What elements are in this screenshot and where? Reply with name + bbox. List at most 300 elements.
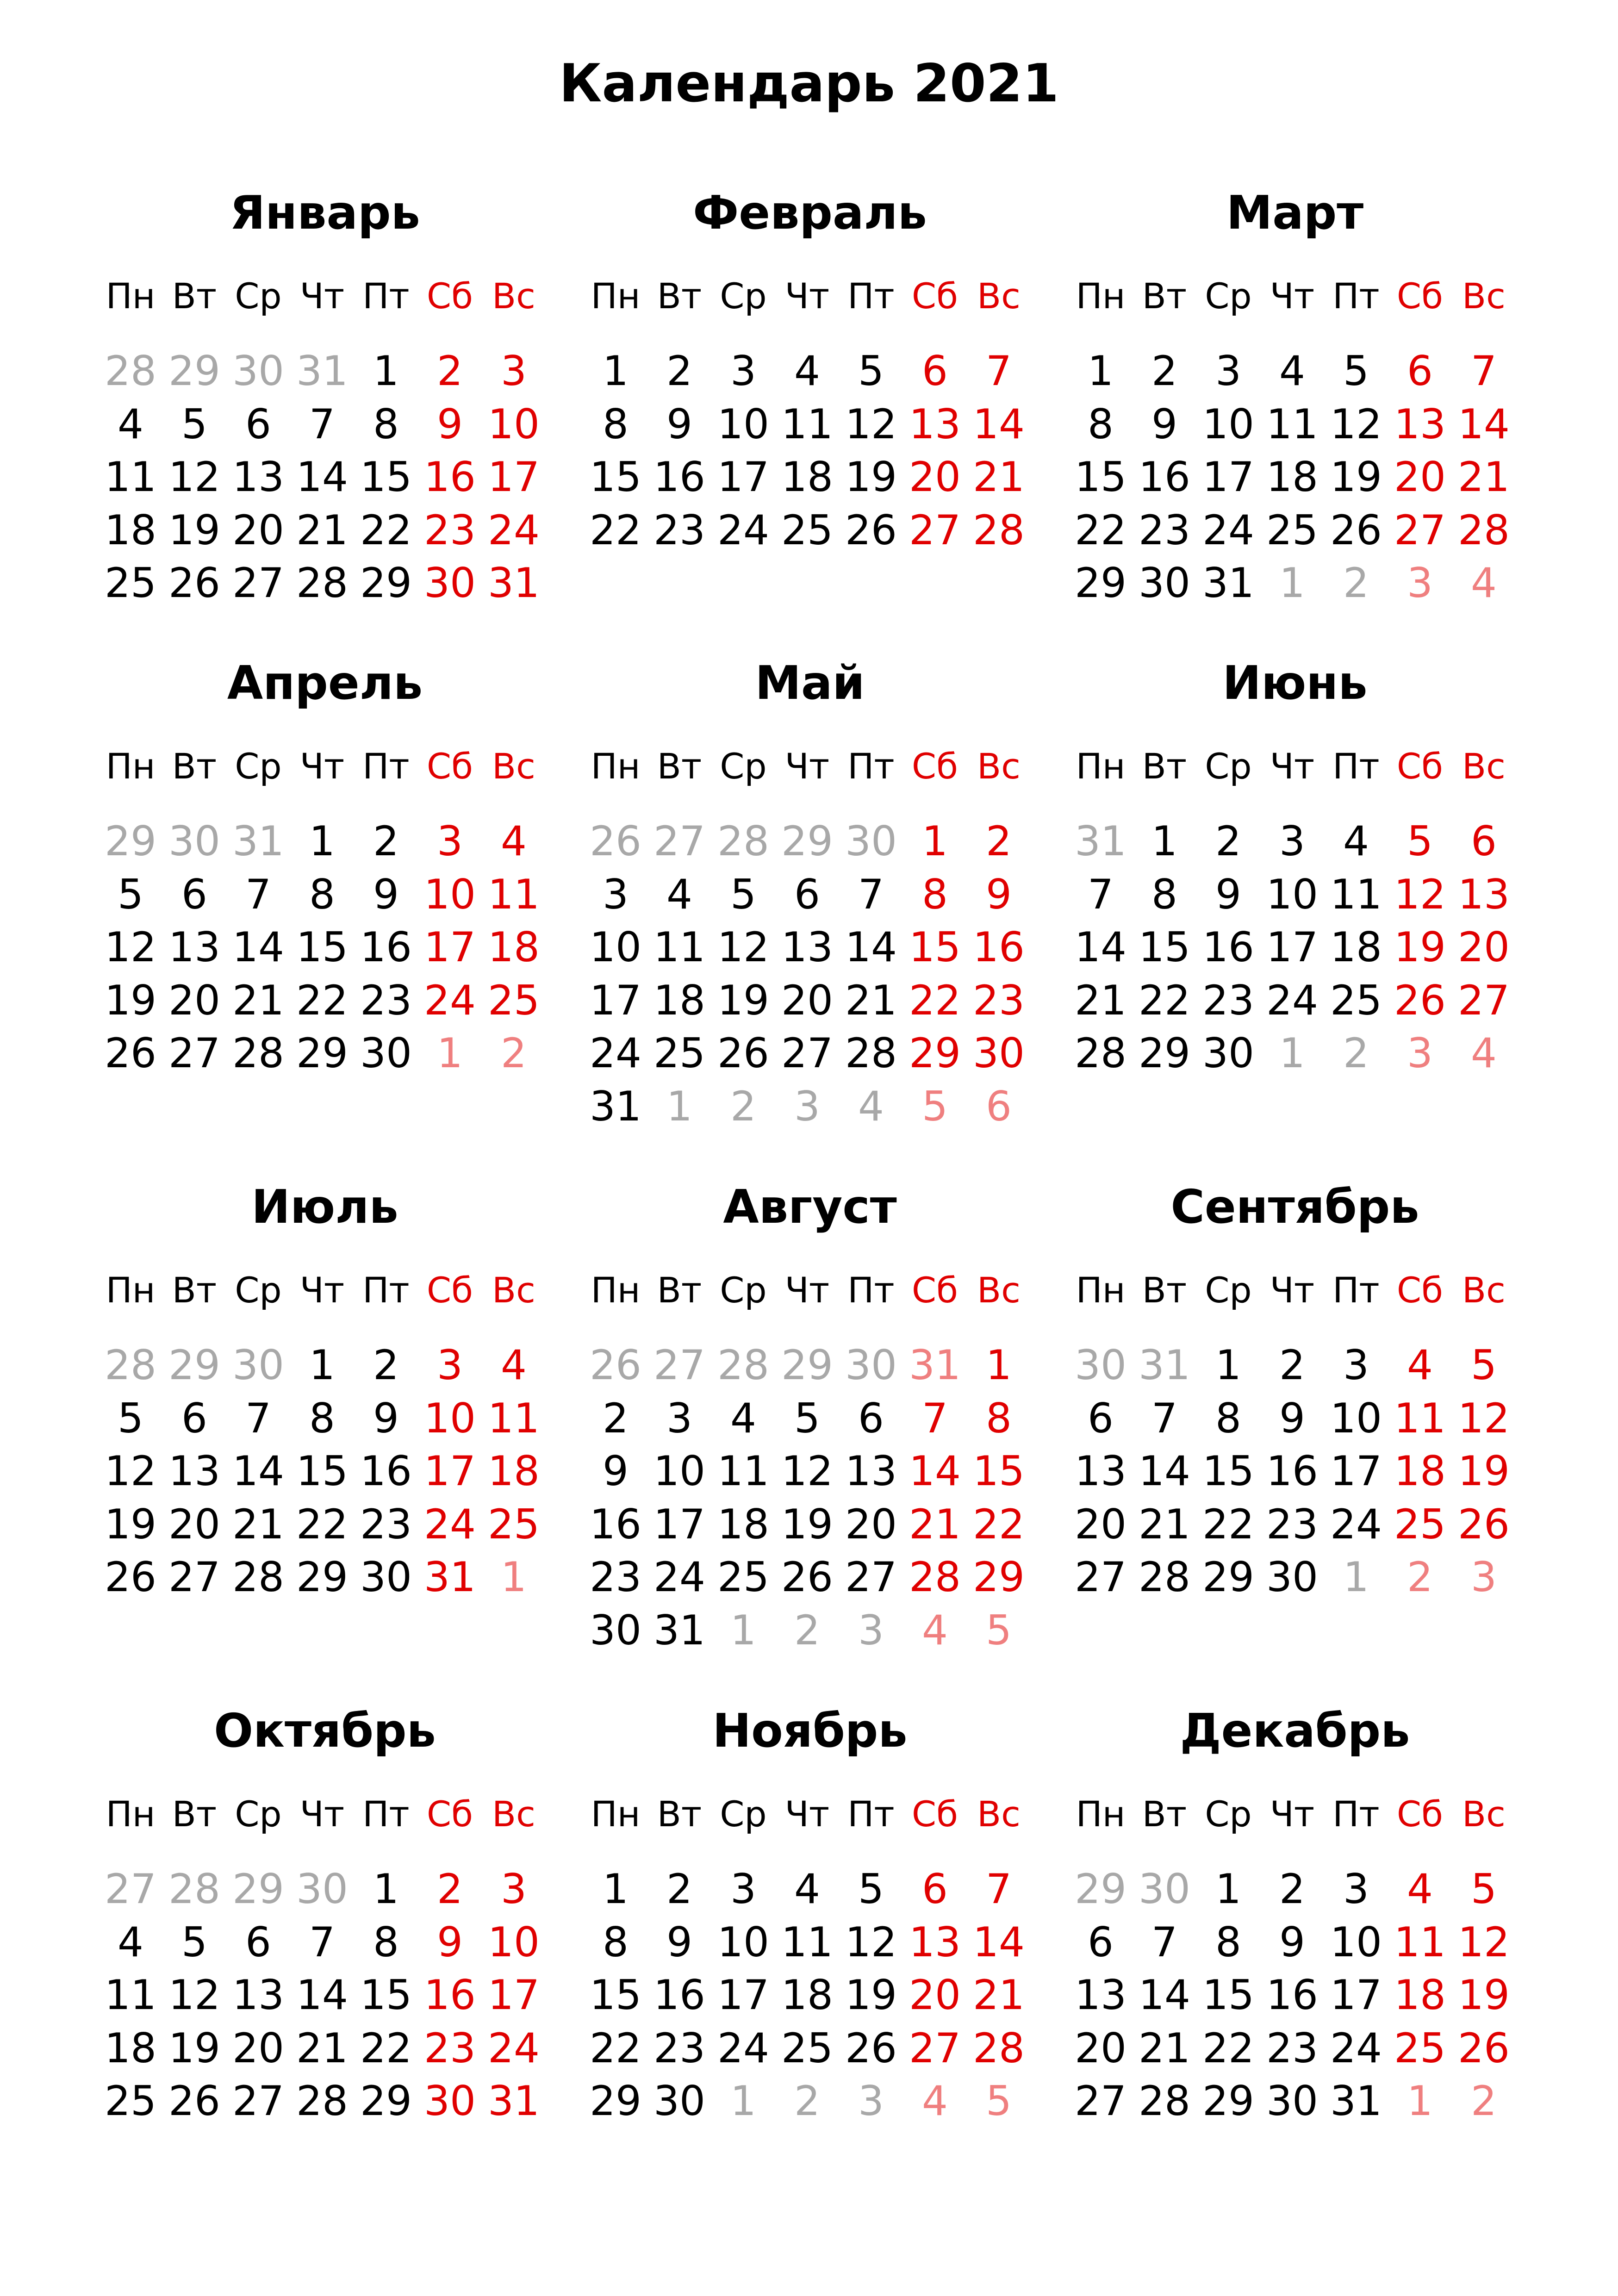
- weekday-label: Ср: [720, 746, 767, 787]
- day-cell: 24: [717, 2024, 769, 2072]
- day-cell: 26: [781, 1553, 833, 1601]
- day-cell: 4: [1343, 817, 1369, 865]
- day-cell: 31: [590, 1082, 641, 1130]
- day-cell: 18: [717, 1500, 769, 1548]
- day-cell-other-month: 5: [922, 1082, 948, 1130]
- day-cell: 28: [296, 559, 348, 607]
- day-cell: 16: [1266, 1447, 1318, 1495]
- day-cell: 29: [1139, 1029, 1190, 1077]
- month-name: Февраль: [693, 186, 927, 240]
- day-cell-other-month: 30: [168, 817, 220, 865]
- day-cell: 5: [858, 347, 884, 395]
- day-cell: 24: [1330, 2024, 1382, 2072]
- day-cell: 4: [118, 1918, 143, 1966]
- day-cell: 28: [1139, 2077, 1190, 2125]
- day-cell: 13: [1075, 1971, 1126, 2019]
- day-cell-other-month: 4: [922, 2077, 948, 2125]
- day-cell: 6: [181, 1394, 207, 1442]
- day-cell: 6: [922, 1865, 948, 1913]
- day-cell: 5: [181, 400, 207, 448]
- day-cell: 3: [501, 1865, 527, 1913]
- month-name: Октябрь: [214, 1704, 436, 1758]
- day-cell: 12: [845, 400, 897, 448]
- day-cell: 19: [168, 2024, 220, 2072]
- day-cell: 2: [666, 347, 692, 395]
- day-cell: 1: [603, 347, 629, 395]
- day-cell: 20: [909, 1971, 961, 2019]
- day-cell: 8: [1151, 870, 1177, 918]
- day-cell-other-month: 5: [986, 1606, 1012, 1654]
- day-cell: 19: [781, 1500, 833, 1548]
- day-cell: 12: [168, 453, 220, 501]
- day-cell-other-month: 28: [105, 1341, 156, 1389]
- day-cell: 17: [488, 453, 540, 501]
- day-cell: 25: [781, 2024, 833, 2072]
- day-cell: 29: [909, 1029, 961, 1077]
- day-cell: 16: [360, 923, 412, 971]
- day-cell: 19: [1394, 923, 1446, 971]
- day-cell: 3: [1279, 817, 1305, 865]
- day-cell-other-month: 3: [1471, 1553, 1497, 1601]
- day-cell: 25: [488, 976, 540, 1024]
- weekday-label: Вт: [1142, 275, 1187, 317]
- month-name: Декабрь: [1180, 1704, 1410, 1758]
- day-cell: 23: [424, 2024, 476, 2072]
- day-cell: 1: [986, 1341, 1012, 1389]
- weekday-label: Пн: [1076, 746, 1126, 787]
- day-cell: 22: [590, 2024, 641, 2072]
- day-cell: 2: [373, 817, 399, 865]
- day-cell: 9: [1279, 1394, 1305, 1442]
- weekday-label: Чт: [1270, 746, 1315, 787]
- day-cell: 4: [666, 870, 692, 918]
- weekday-label: Вс: [492, 746, 535, 787]
- weekday-label: Ср: [235, 746, 282, 787]
- day-cell: 16: [973, 923, 1025, 971]
- day-cell: 28: [232, 1029, 284, 1077]
- day-cell: 13: [1075, 1447, 1126, 1495]
- day-cell: 18: [105, 2024, 156, 2072]
- day-cell: 24: [424, 1500, 476, 1548]
- day-cell: 8: [373, 400, 399, 448]
- day-cell: 15: [909, 923, 961, 971]
- day-cell: 10: [717, 1918, 769, 1966]
- day-cell-other-month: 27: [105, 1865, 156, 1913]
- day-cell: 26: [845, 506, 897, 554]
- day-cell: 17: [488, 1971, 540, 2019]
- weekday-label: Сб: [427, 1269, 473, 1311]
- weekday-label: Вс: [492, 275, 535, 317]
- day-cell: 9: [373, 870, 399, 918]
- day-cell: 8: [1088, 400, 1114, 448]
- day-cell: 10: [488, 400, 540, 448]
- day-cell: 10: [653, 1447, 705, 1495]
- day-cell: 30: [424, 2077, 476, 2125]
- weekday-label: Вс: [1462, 1269, 1506, 1311]
- day-cell: 11: [488, 870, 540, 918]
- day-cell: 17: [590, 976, 641, 1024]
- day-cell-other-month: 30: [1139, 1865, 1190, 1913]
- day-cell: 24: [1266, 976, 1318, 1024]
- weekday-label: Чт: [784, 746, 830, 787]
- weekday-header: [1068, 741, 1522, 792]
- day-cell: 18: [1266, 453, 1318, 501]
- day-cell-other-month: 3: [858, 1606, 884, 1654]
- day-cell: 11: [781, 400, 833, 448]
- day-cell-other-month: 1: [1407, 2077, 1433, 2125]
- day-cell: 19: [168, 506, 220, 554]
- day-cell: 26: [168, 2077, 220, 2125]
- day-cell: 8: [373, 1918, 399, 1966]
- day-cell: 22: [1075, 506, 1126, 554]
- day-cell: 10: [488, 1918, 540, 1966]
- weekday-label: Пн: [1076, 1269, 1126, 1311]
- day-cell: 16: [1139, 453, 1190, 501]
- day-cell: 9: [1279, 1918, 1305, 1966]
- day-cell-other-month: 29: [168, 1341, 220, 1389]
- day-cell: 19: [1458, 1971, 1510, 2019]
- day-cell: 21: [1458, 453, 1510, 501]
- day-cell: 26: [168, 559, 220, 607]
- day-cell: 2: [373, 1341, 399, 1389]
- day-cell-other-month: 1: [501, 1553, 527, 1601]
- day-cell-other-month: 2: [794, 1606, 820, 1654]
- month-name: Ноябрь: [712, 1704, 908, 1758]
- day-cell: 23: [1139, 506, 1190, 554]
- day-cell: 9: [666, 1918, 692, 1966]
- weekday-label: Пт: [1332, 746, 1380, 787]
- day-cell: 21: [845, 976, 897, 1024]
- day-cell: 7: [922, 1394, 948, 1442]
- day-cell: 24: [488, 2024, 540, 2072]
- day-cell-other-month: 2: [1407, 1553, 1433, 1601]
- day-cell: 12: [1394, 870, 1446, 918]
- day-cell: 1: [922, 817, 948, 865]
- day-cell: 18: [488, 1447, 540, 1495]
- day-cell: 23: [360, 976, 412, 1024]
- day-cell: 17: [1330, 1971, 1382, 2019]
- day-cell: 22: [296, 1500, 348, 1548]
- weekday-label: Пн: [591, 1269, 641, 1311]
- day-cell: 13: [909, 400, 961, 448]
- day-cell: 27: [232, 2077, 284, 2125]
- weekday-label: Пт: [1332, 1269, 1380, 1311]
- weekday-label: Чт: [784, 1269, 830, 1311]
- weekday-label: Вс: [977, 1793, 1021, 1835]
- day-cell: 22: [1139, 976, 1190, 1024]
- day-cell-other-month: 2: [1471, 2077, 1497, 2125]
- day-cell: 5: [118, 870, 143, 918]
- day-cell: 25: [1394, 1500, 1446, 1548]
- day-cell: 14: [1075, 923, 1126, 971]
- day-cell: 6: [858, 1394, 884, 1442]
- weekday-label: Пт: [362, 746, 410, 787]
- day-cell-other-month: 29: [168, 347, 220, 395]
- day-cell-other-month: 1: [1279, 559, 1305, 607]
- day-cell: 27: [232, 559, 284, 607]
- day-cell: 10: [1202, 400, 1254, 448]
- day-cell: 3: [1343, 1341, 1369, 1389]
- day-cell-other-month: 1: [666, 1082, 692, 1130]
- weekday-label: Чт: [1270, 275, 1315, 317]
- day-cell: 2: [603, 1394, 629, 1442]
- day-cell: 25: [488, 1500, 540, 1548]
- weekday-header: [1068, 1265, 1522, 1316]
- day-cell: 13: [781, 923, 833, 971]
- day-cell: 7: [309, 400, 335, 448]
- day-cell: 6: [245, 400, 271, 448]
- day-cell: 11: [781, 1918, 833, 1966]
- day-cell: 16: [424, 453, 476, 501]
- weekday-label: Вт: [172, 1793, 217, 1835]
- day-cell: 29: [296, 1029, 348, 1077]
- day-cell-other-month: 29: [105, 817, 156, 865]
- day-cell: 19: [105, 976, 156, 1024]
- weekday-label: Чт: [299, 275, 345, 317]
- day-cell: 17: [1330, 1447, 1382, 1495]
- day-cell: 20: [1075, 1500, 1126, 1548]
- weekday-label: Сб: [427, 1793, 473, 1835]
- weekday-label: Ср: [1205, 1793, 1252, 1835]
- day-cell: 14: [909, 1447, 961, 1495]
- day-cell: 23: [360, 1500, 412, 1548]
- day-cell: 25: [1394, 2024, 1446, 2072]
- day-cell-other-month: 30: [296, 1865, 348, 1913]
- day-cell: 14: [845, 923, 897, 971]
- weekday-label: Пт: [847, 1269, 895, 1311]
- weekday-label: Вс: [977, 1269, 1021, 1311]
- day-cell: 25: [781, 506, 833, 554]
- day-cell: 29: [296, 1553, 348, 1601]
- day-cell: 10: [1330, 1918, 1382, 1966]
- day-cell: 5: [794, 1394, 820, 1442]
- weekday-label: Вт: [1142, 1793, 1187, 1835]
- day-cell-other-month: 2: [501, 1029, 527, 1077]
- day-cell: 17: [1266, 923, 1318, 971]
- weekday-label: Чт: [299, 1793, 345, 1835]
- day-cell: 8: [922, 870, 948, 918]
- day-cell: 9: [986, 870, 1012, 918]
- day-cell: 8: [603, 400, 629, 448]
- day-cell: 26: [1458, 1500, 1510, 1548]
- day-cell: 7: [1471, 347, 1497, 395]
- day-cell: 17: [1202, 453, 1254, 501]
- day-cell: 28: [973, 506, 1025, 554]
- day-cell: 10: [717, 400, 769, 448]
- day-cell: 16: [360, 1447, 412, 1495]
- day-cell: 10: [424, 870, 476, 918]
- day-cell: 9: [666, 400, 692, 448]
- day-cell: 12: [717, 923, 769, 971]
- day-cell: 27: [1394, 506, 1446, 554]
- day-cell: 18: [1330, 923, 1382, 971]
- weekday-label: Пн: [591, 275, 641, 317]
- day-cell: 18: [105, 506, 156, 554]
- day-cell: 24: [1330, 1500, 1382, 1548]
- weekday-label: Ср: [1205, 1269, 1252, 1311]
- day-cell: 28: [296, 2077, 348, 2125]
- day-cell: 28: [845, 1029, 897, 1077]
- day-cell: 1: [309, 1341, 335, 1389]
- day-cell: 3: [501, 347, 527, 395]
- day-cell: 22: [296, 976, 348, 1024]
- day-cell: 25: [653, 1029, 705, 1077]
- day-cell: 20: [1075, 2024, 1126, 2072]
- weekday-header: [98, 1265, 552, 1316]
- month-name: Июнь: [1222, 656, 1368, 710]
- day-cell-other-month: 31: [1075, 817, 1126, 865]
- day-cell: 15: [360, 1971, 412, 2019]
- day-cell: 29: [590, 2077, 641, 2125]
- day-cell: 25: [717, 1553, 769, 1601]
- weekday-label: Ср: [235, 275, 282, 317]
- day-cell-other-month: 29: [781, 1341, 833, 1389]
- day-cell-other-month: 27: [653, 1341, 705, 1389]
- day-cell: 1: [373, 1865, 399, 1913]
- weekday-label: Чт: [784, 275, 830, 317]
- weekday-label: Вт: [657, 746, 702, 787]
- day-cell: 17: [653, 1500, 705, 1548]
- day-cell: 18: [1394, 1971, 1446, 2019]
- day-cell: 15: [590, 1971, 641, 2019]
- day-cell-other-month: 1: [1343, 1553, 1369, 1601]
- day-cell-other-month: 4: [922, 1606, 948, 1654]
- day-cell: 30: [360, 1553, 412, 1601]
- day-cell: 4: [730, 1394, 756, 1442]
- day-cell: 12: [105, 1447, 156, 1495]
- day-cell: 12: [845, 1918, 897, 1966]
- day-cell: 8: [1215, 1394, 1241, 1442]
- day-cell: 27: [168, 1029, 220, 1077]
- day-cell: 1: [1151, 817, 1177, 865]
- day-cell: 8: [986, 1394, 1012, 1442]
- day-cell: 23: [424, 506, 476, 554]
- day-cell: 30: [1266, 1553, 1318, 1601]
- weekday-label: Сб: [1397, 746, 1443, 787]
- day-cell: 29: [1202, 2077, 1254, 2125]
- weekday-label: Ср: [1205, 275, 1252, 317]
- day-cell: 27: [909, 506, 961, 554]
- month-name: Июль: [251, 1180, 398, 1234]
- day-cell: 26: [105, 1553, 156, 1601]
- weekday-label: Вт: [172, 746, 217, 787]
- day-cell: 14: [1139, 1447, 1190, 1495]
- day-cell-other-month: 30: [845, 817, 897, 865]
- day-cell: 17: [424, 923, 476, 971]
- day-cell-other-month: 1: [730, 1606, 756, 1654]
- day-cell: 2: [666, 1865, 692, 1913]
- weekday-label: Ср: [720, 1793, 767, 1835]
- day-cell: 2: [1215, 817, 1241, 865]
- weekday-label: Вт: [657, 1793, 702, 1835]
- day-cell: 29: [360, 2077, 412, 2125]
- day-cell: 21: [1139, 2024, 1190, 2072]
- day-cell: 8: [1215, 1918, 1241, 1966]
- day-cell: 6: [181, 870, 207, 918]
- weekday-label: Сб: [427, 746, 473, 787]
- day-cell: 8: [309, 870, 335, 918]
- day-cell-other-month: 30: [232, 347, 284, 395]
- day-cell: 22: [1202, 2024, 1254, 2072]
- day-cell: 13: [1394, 400, 1446, 448]
- weekday-label: Ср: [235, 1793, 282, 1835]
- day-cell: 18: [653, 976, 705, 1024]
- day-cell: 24: [424, 976, 476, 1024]
- day-cell: 29: [1202, 1553, 1254, 1601]
- day-cell-other-month: 27: [653, 817, 705, 865]
- weekday-label: Чт: [299, 1269, 345, 1311]
- weekday-label: Пт: [1332, 1793, 1380, 1835]
- weekday-header: [583, 1789, 1037, 1840]
- weekday-label: Пн: [591, 746, 641, 787]
- day-cell: 13: [909, 1918, 961, 1966]
- day-cell-other-month: 1: [437, 1029, 463, 1077]
- weekday-header: [583, 1265, 1037, 1316]
- day-cell: 18: [1394, 1447, 1446, 1495]
- day-cell: 4: [794, 347, 820, 395]
- day-cell: 23: [1266, 1500, 1318, 1548]
- day-cell: 6: [1088, 1394, 1114, 1442]
- day-cell: 5: [118, 1394, 143, 1442]
- day-cell-other-month: 2: [730, 1082, 756, 1130]
- weekday-label: Вс: [1462, 1793, 1506, 1835]
- day-cell: 15: [296, 1447, 348, 1495]
- day-cell: 3: [666, 1394, 692, 1442]
- day-cell: 30: [360, 1029, 412, 1077]
- day-cell-other-month: 3: [1407, 559, 1433, 607]
- day-cell: 12: [1458, 1394, 1510, 1442]
- weekday-label: Вт: [172, 275, 217, 317]
- day-cell-other-month: 30: [232, 1341, 284, 1389]
- day-cell: 15: [1202, 1971, 1254, 2019]
- weekday-label: Пт: [847, 746, 895, 787]
- day-cell-other-month: 31: [296, 347, 348, 395]
- day-cell: 31: [1330, 2077, 1382, 2125]
- day-cell: 25: [105, 559, 156, 607]
- day-cell: 16: [590, 1500, 641, 1548]
- day-cell: 11: [653, 923, 705, 971]
- day-cell-other-month: 28: [168, 1865, 220, 1913]
- day-cell: 14: [232, 1447, 284, 1495]
- day-cell: 21: [1075, 976, 1126, 1024]
- day-cell: 12: [168, 1971, 220, 2019]
- day-cell: 12: [105, 923, 156, 971]
- day-cell: 13: [168, 1447, 220, 1495]
- day-cell: 6: [922, 347, 948, 395]
- weekday-label: Пн: [106, 275, 156, 317]
- day-cell: 3: [603, 870, 629, 918]
- day-cell: 9: [1215, 870, 1241, 918]
- day-cell: 7: [1151, 1918, 1177, 1966]
- day-cell: 4: [1407, 1865, 1433, 1913]
- day-cell: 19: [845, 1971, 897, 2019]
- weekday-label: Чт: [299, 746, 345, 787]
- day-cell: 29: [1075, 559, 1126, 607]
- weekday-header: [1068, 271, 1522, 322]
- day-cell: 25: [1266, 506, 1318, 554]
- day-cell: 4: [794, 1865, 820, 1913]
- day-cell: 30: [973, 1029, 1025, 1077]
- day-cell: 5: [730, 870, 756, 918]
- day-cell: 15: [360, 453, 412, 501]
- day-cell-other-month: 5: [986, 2077, 1012, 2125]
- day-cell: 23: [1202, 976, 1254, 1024]
- day-cell: 28: [909, 1553, 961, 1601]
- day-cell: 21: [909, 1500, 961, 1548]
- day-cell: 4: [1407, 1341, 1433, 1389]
- day-cell-other-month: 28: [717, 1341, 769, 1389]
- day-cell: 31: [653, 1606, 705, 1654]
